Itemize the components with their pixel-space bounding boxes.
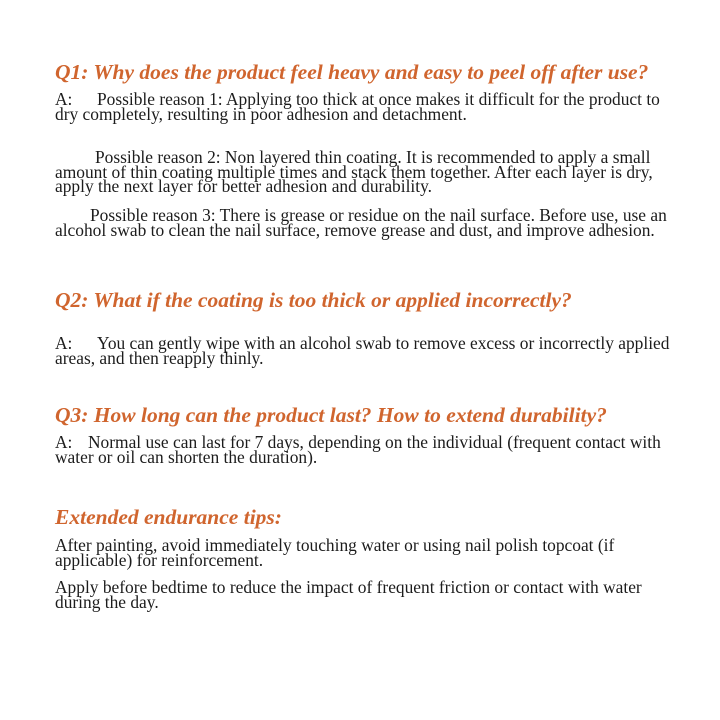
q2-heading: Q2: What if the coating is too thick or applied incorrectly?	[55, 288, 572, 312]
q2-answer-paragraph-1	[55, 333, 673, 368]
q3-answer-paragraph-1	[55, 432, 673, 467]
q1-answer-paragraph-1	[55, 89, 673, 124]
q1-answer-paragraph-2: Possible reason 2: Non layered thin coating. It is recommended to apply a small amount of thin coating multiple times and stack them together. After each layer is dry, apply the next layer for better adhesion and durability.	[55, 147, 653, 197]
q2-answer-text-1: You can gently wipe with an alcohol swab to remove excess or incorrectly applied areas, and then reapply thinly.	[55, 333, 670, 368]
q1-heading: Q1: Why does the product feel heavy and easy to peel off after use?	[55, 60, 649, 84]
q1-answer-paragraph-3: Possible reason 3: There is grease or residue on the nail surface. Before use, use an alcohol swab to clean the nail surface, remove grease and dust, and improve adhesion.	[55, 205, 667, 240]
q3-heading: Q3: How long can the product last? How to extend durability?	[55, 403, 607, 427]
q3-answer-label: A:	[55, 432, 73, 452]
q1-answer-text-1: Possible reason 1: Applying too thick at once makes it difficult for the product to dry completely, resulting in poor adhesion and detachment.	[55, 89, 660, 124]
q1-answer-label: A:	[55, 89, 73, 109]
tips-paragraph-2: Apply before bedtime to reduce the impact of frequent friction or contact with water during the day.	[55, 577, 642, 612]
tips-paragraph-1: After painting, avoid immediately touching water or using nail polish topcoat (if applicable) for reinforcement.	[55, 535, 615, 570]
q2-answer-label: A:	[55, 333, 73, 353]
tips-heading: Extended endurance tips:	[55, 505, 282, 529]
q3-answer-text-1: Normal use can last for 7 days, depending on the individual (frequent contact with water or oil can shorten the duration).	[55, 432, 661, 467]
